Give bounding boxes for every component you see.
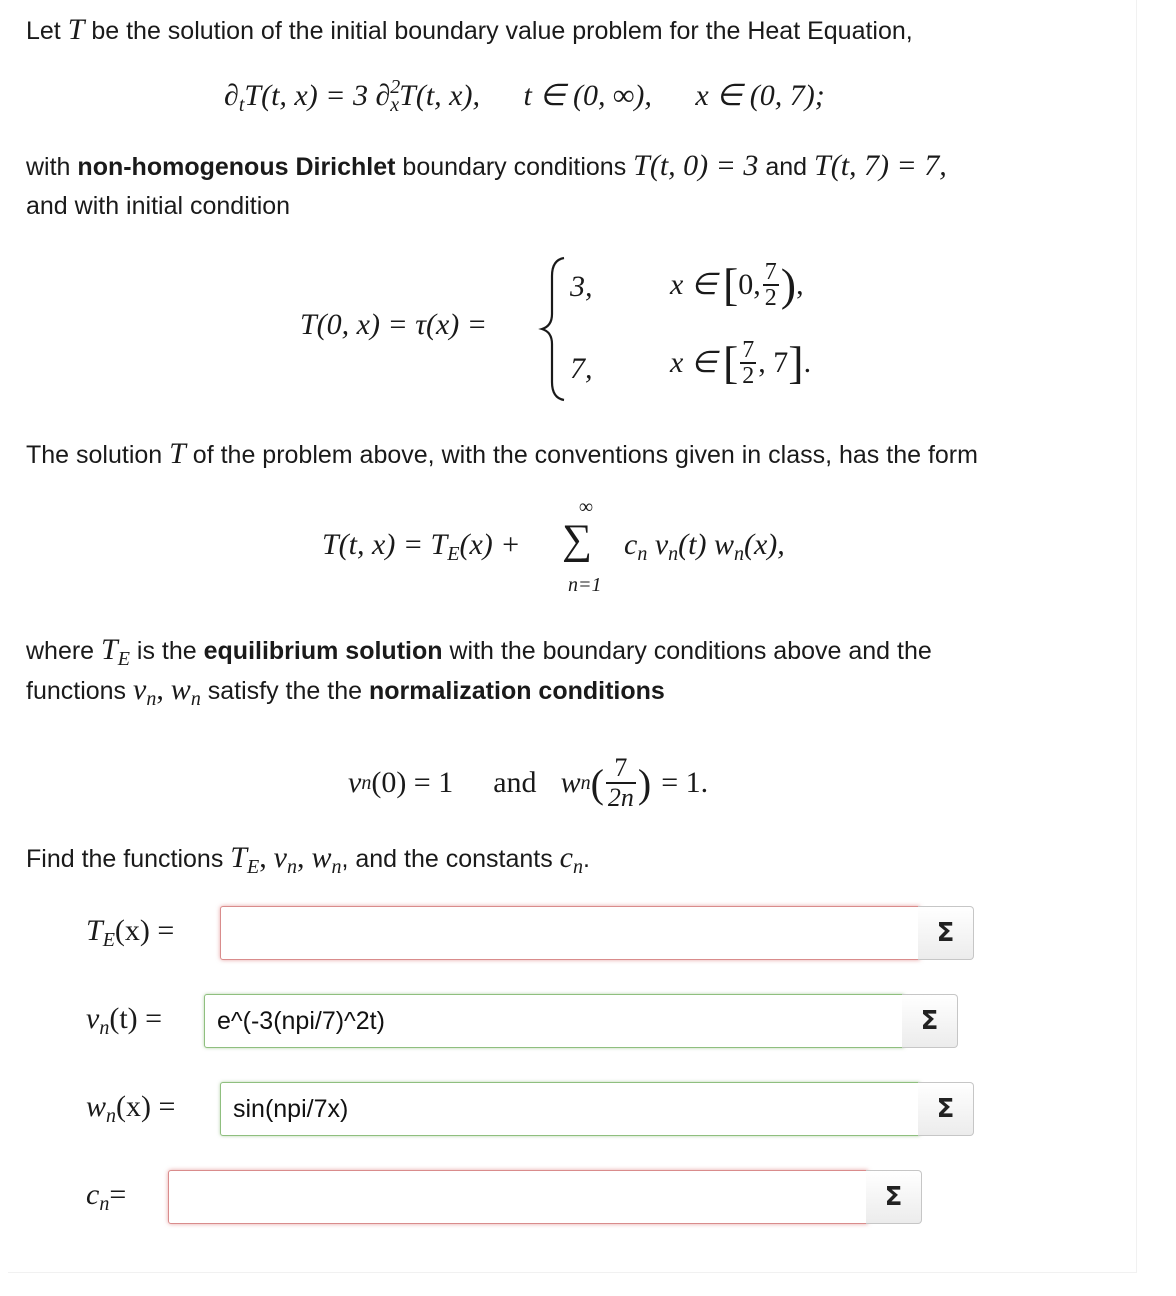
initial-condition-intro: and with initial condition bbox=[26, 192, 291, 220]
vn-equation-editor-button[interactable] bbox=[902, 994, 958, 1048]
boundary-conditions-text: with non-homogenous Dirichlet boundary conditions T(t, 0) = 3 and T(t, 7) = 7, bbox=[26, 149, 947, 182]
intro-text: Let T be the solution of the initial boundary value problem for the Heat Equation, bbox=[26, 13, 913, 46]
series-terms: $c_n$ $v_n(t)$ $w_n(x)$, bbox=[624, 528, 785, 565]
sum-lower-limit: n=1 bbox=[568, 574, 602, 596]
wn-answer-input[interactable] bbox=[220, 1082, 920, 1136]
cn-equation-editor-button[interactable] bbox=[866, 1170, 922, 1224]
initial-condition-lhs: T(0, x) = τ(x) = bbox=[300, 308, 488, 341]
where-text-line2: functions $v_n$, $w_n$ satisfy the the normalization conditions bbox=[26, 673, 665, 710]
answer-label-cn: $c_n=$ bbox=[86, 1178, 127, 1215]
sigma-icon: Σ bbox=[884, 1182, 903, 1212]
heat-equation: $\partial_tT(t$, x) = 3 ∂$^2_x$T(t, x), t ∈ (0, ∞), x ∈ (0, 7); bbox=[224, 76, 825, 116]
case-1-value: 3, bbox=[570, 270, 593, 303]
sigma-icon: Σ bbox=[936, 918, 955, 948]
solution-form-text: The solution T of the problem above, with the conventions given in class, has the form bbox=[26, 437, 978, 470]
where-text-line1: where $T_E$ is the equilibrium solution with the boundary conditions above and the bbox=[26, 633, 932, 670]
te-answer-input[interactable] bbox=[220, 906, 920, 960]
vn-answer-input[interactable] bbox=[204, 994, 904, 1048]
answer-label-wn: $w_n(x)$ = bbox=[86, 1090, 176, 1127]
te-equation-editor-button[interactable] bbox=[918, 906, 974, 960]
find-instruction: Find the functions $T_E$, $v_n$, $w_n$, and the constants $c_n$. bbox=[26, 841, 590, 878]
wn-equation-editor-button[interactable] bbox=[918, 1082, 974, 1136]
case-2-value: 7, bbox=[570, 352, 593, 385]
sigma-icon: Σ bbox=[936, 1094, 955, 1124]
answer-label-vn: $v_n(t)$ = bbox=[86, 1002, 163, 1039]
sigma-icon: Σ bbox=[920, 1006, 939, 1036]
sum-symbol: ∑ bbox=[562, 517, 592, 563]
answer-label-te: $T_E(x)$ = bbox=[86, 914, 175, 951]
case-1-domain: x ∈ [ 0, $\frac{7}{2}$ ) , bbox=[670, 258, 804, 311]
case-2-domain: x ∈ [ $\frac{7}{2}$ , 7 ] . bbox=[670, 336, 812, 389]
piecewise-brace bbox=[538, 254, 568, 404]
cn-answer-input[interactable] bbox=[168, 1170, 868, 1224]
normalization-formula: v n (0) = 1 and w n ( $\frac{7}{2n}$ ) = 1. bbox=[348, 753, 709, 812]
sum-upper-limit: ∞ bbox=[578, 496, 594, 518]
series-lhs: T(t, $x) = T_E(x)$ + bbox=[322, 528, 521, 565]
